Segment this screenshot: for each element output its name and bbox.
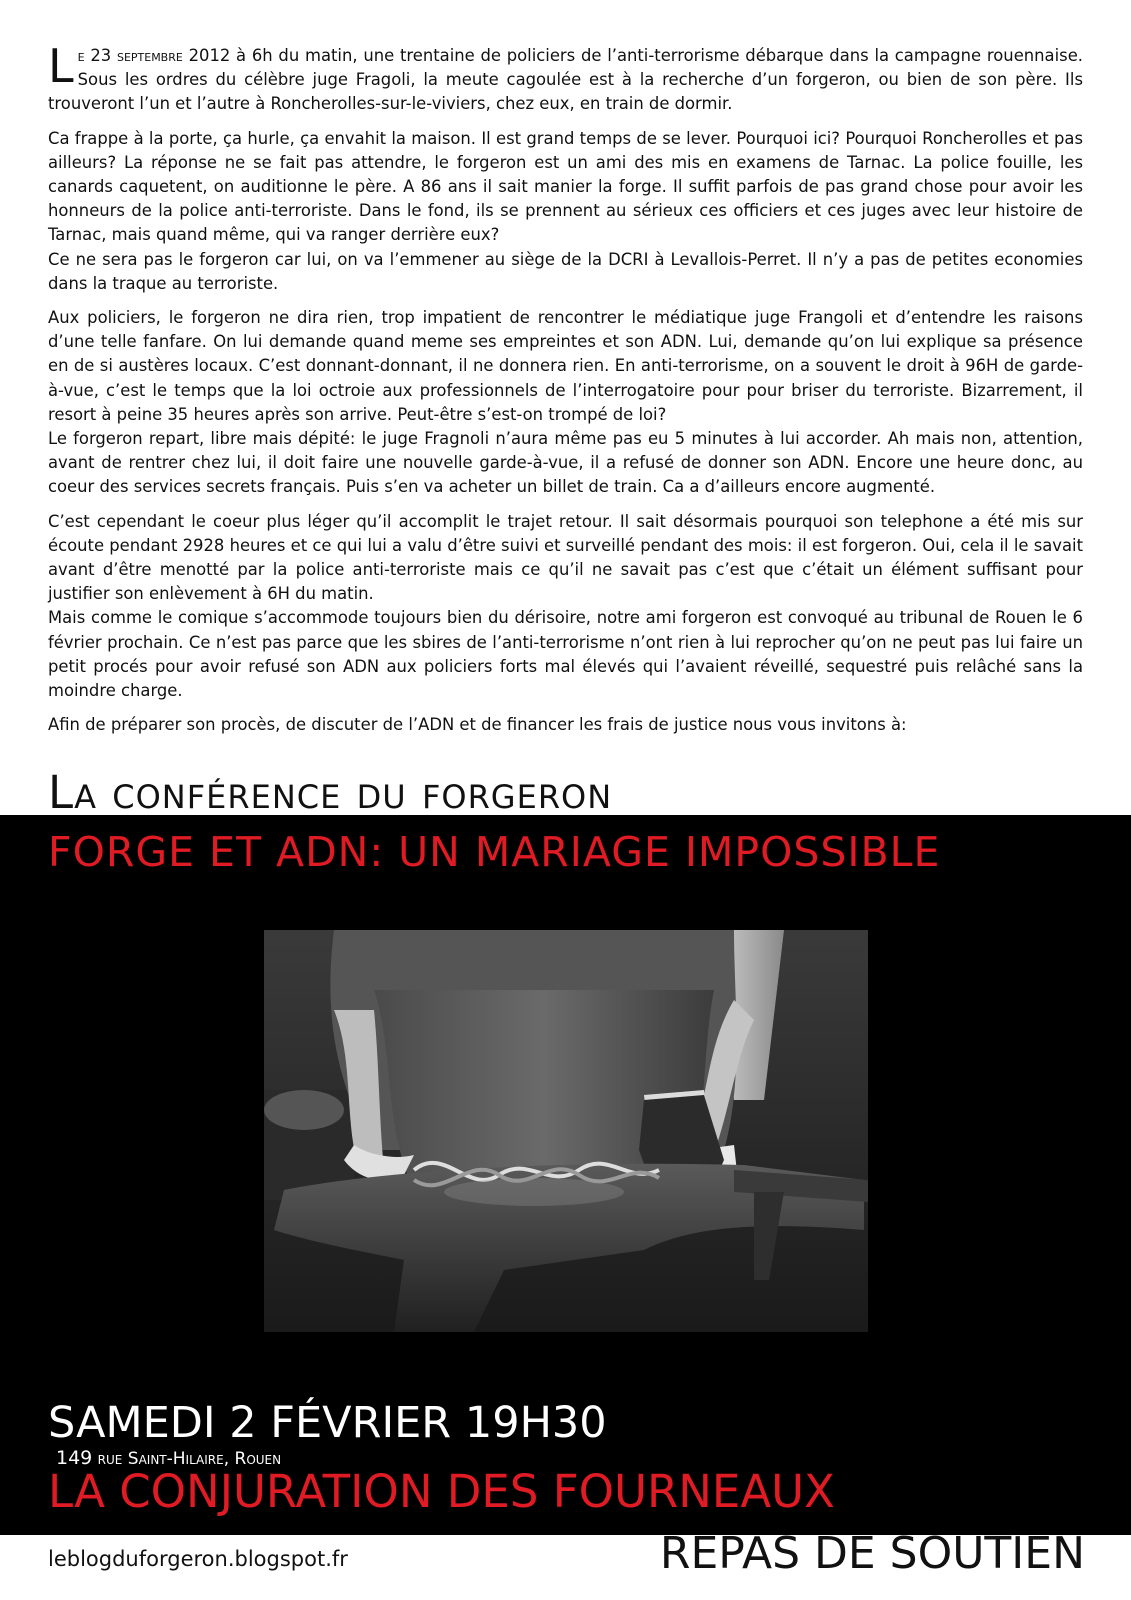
article-body xyxy=(48,39,1083,747)
conference-title: La conférence du forgeron xyxy=(48,766,613,819)
event-date: SAMEDI 2 FÉVRIER 19H30 xyxy=(48,1398,607,1448)
article-paragraph-8: Afin de préparer son procès, de discuter de l’ADN et de financer les frais de justice nous vous invitons à: xyxy=(48,715,907,735)
blacksmith-anvil-photo xyxy=(264,930,868,1332)
meal-label: REPAS DE SOUTIEN xyxy=(659,1528,1085,1579)
lead-in: e 23 septembre xyxy=(77,46,183,65)
article-paragraph-3: Ce ne sera pas le forgeron car lui, on va l’emmener au siège de la DCRI à Levallois-Perret. Il n’y a pas de petites economies dans la traque au terroriste. xyxy=(48,249,1083,293)
drop-cap: L xyxy=(48,39,74,93)
conference-subtitle: FORGE ET ADN: UN MARIAGE IMPOSSIBLE xyxy=(48,828,941,876)
address-street: rue Saint-Hilaire, Rouen xyxy=(92,1449,282,1469)
website-url: leblogduforgeron.blogspot.fr xyxy=(48,1547,348,1571)
article-paragraph-6: C’est cependant le coeur plus léger qu’il accomplit le trajet retour. Il sait désormais pourquoi son telephone a été mis sur écoute pendant 2928 heures et ce qui lui a valu d’être suivi et surveillé pendant des mois: il est forgeron. Oui, cela il le savait avant d’être menotté par la police anti-terroriste mais ce qu’il ne savait pas c’est que c’était un élément suffisant pour justifier son enlèvement à 6H du matin. xyxy=(48,511,1083,604)
article-paragraph-1 xyxy=(48,39,1083,117)
article-paragraph-5: Le forgeron repart, libre mais dépité: le juge Fragnoli n’aura même pas eu 5 minutes à lui accorder. Ah mais non, attention, avant de rentrer chez lui, il doit faire une nouvelle garde-à-vue, il a refusé de donner son ADN. Encore une heure donc, au coeur des services secrets français. Puis s’en va acheter un billet de train. Ca a d’ailleurs encore augmenté. xyxy=(48,429,1083,497)
article-paragraph-7: Mais comme le comique s’accommode toujours bien du dérisoire, notre ami forgeron est convoqué au tribunal de Rouen le 6 février prochain. Ce n’est pas parce que les sbires de l’anti-terrorisme n’ont rien à lui reprocher qu’on ne peut pas lui faire un petit procés pour avoir refusé son ADN aux policiers forts mal élevés qui l’avaient réveillé, sequestré puis relâché sans la moindre charge. xyxy=(48,608,1083,701)
article-paragraph-4: Aux policiers, le forgeron ne dira rien, trop impatient de rencontrer le médiatique juge Frangoli et d’entendre les raisons d’une telle fanfare. On lui demande quand meme ses empreintes et son ADN. Lui, demande qu’on lui explique sa présence en de si austères locaux. C’est donnant-donnant, il ne donnera rien. En anti-terrorisme, on a souvent le droit à 96H de garde-à-vue, c’est le temps que la loi octroie aux professionnels de l’interrogatoire pour pour briser du terroriste. Bizarrement, il resort à peine 35 heures après son arrive. Peut-être s’est-on trompé de loi? xyxy=(48,308,1083,424)
paragraph-text: 2012 à 6h du matin, une trentaine de policiers de l’anti-terrorisme débarque dans la campagne rouennaise. Sous les ordres du célèbre juge Fragoli, la meute cagoulée est à la recherche d’un forgeron, ou bien de son père. Ils trouveront l’un et l’autre à Roncherolles-sur-le-viviers, chez eux, en train de dormir. xyxy=(48,46,1083,114)
photo-illustration xyxy=(264,930,868,1332)
organizer-name: LA CONJURATION DES FOURNEAUX xyxy=(48,1465,835,1518)
article-paragraph-2: Ca frappe à la porte, ça hurle, ça envahit la maison. Il est grand temps de se lever. Pourquoi ici? Pourquoi Roncherolles et pas ailleurs? La réponse ne se fait pas attendre, le forgeron est un ami des mis en examens de Tarnac. La police fouille, les canards caquetent, on auditionne le père. A 86 ans il sait manier la forge. Il suffit parfois de pas grand chose pour avoir les honneurs de la police anti-terroriste. Dans le fond, ils se prennent au sérieux ces officiers et ces juges avec leur histoire de Tarnac, mais quand même, qui va ranger derrière eux? xyxy=(48,128,1083,245)
address-number: 149 xyxy=(56,1447,93,1469)
